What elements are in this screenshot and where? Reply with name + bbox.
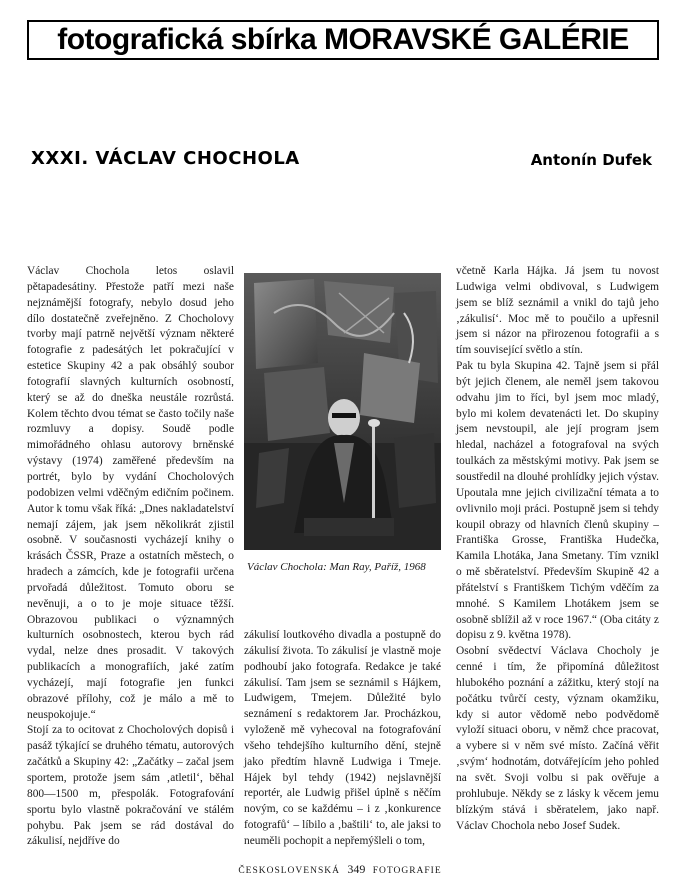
paragraph: Osobní svědectví Václava Chocholy je cenné i tím, že připomíná důležitost hlubokého poznání a zážitku, který stojí na počátku tvůrčí cesty, význam okamžiku, kdy si autor vědomě nebo podvědomě vyloží situaci oboru, v němž chce pracovat, a vybere si v něm své místo. Začíná věřit ‚svým‘ hodnotám, dotvářejícím jeho pohled na svět. Svoji volbu si pak ověřuje a prohlubuje. Někdy se z lásky k věcem jemu blízkým stává i sběratelem, jako např. Václav Chochola nebo Josef Sudek.: [456, 645, 659, 832]
magazine-header-box: [27, 20, 659, 60]
paragraph: včetně Karla Hájka. Já jsem tu novost Ludwiga velmi obdivoval, s Ludwigem jsem se blíž seznámil a vnikl do tajů jeho ‚zákulisí‘. Moc mě to poučilo a upřesnil jsem si názor na přirozenou fotografii a s tím související světlo a stín.: [456, 265, 659, 357]
text-column-1: [27, 264, 234, 850]
paragraph: Václav Chochola letos oslavil pětapadesátiny. Přestože patří mezi naše nejznámější fotografy, nebylo dosud jeho dílo dostatečně zveřejněno. Z Chocholovy tvorby mají patrně největší význam některé fotografie z padesátých let pokračující v estetice Skupiny 42 a pak obsáhlý soubor fotografií slavných kulturních osobností, který se až do dneška neustále rozrůstá. Kolem těchto dvou témat se často točily naše rozmluvy a dopisy. Soudě podle mimořádného ohlasu autorovy brněnské výstavy (1974) zaměřené především na portrét, bylo by vydání Chocholových podobizen velmi vděčným edičním počinem. Autor k tomu však říká: „Dnes nakladatelství nemají zájem, jak jsem několikrát zjistil osobně. V současnosti vycházejí knihy o krásách ČSSR, Praze a ostatních městech, o hradech a zámcích, kde je fotografii určena prvořadá důležitost. Tomuto oboru se nevěnuji, a o to je moje situace těžší. Obrazovou publikaci o významných kulturních osobnostech, kterou bych rád vydal, nelze dnes prosadit. V takových publikacích a monografiích, jaké zatím vycházejí, mají fotografie jen funkci obrazové přílohy, což je málo a mě to neuspokojuje.“: [27, 265, 234, 721]
paragraph: zákulisí loutkového divadla a postupně do zákulisí života. To zákulisí je vlastně moje podhoubí jako fotografa. Redakce je také zákulisí. Tam jsem se seznámil s Hájkem, Ludwigem, Tmejem. Důležité bylo seznámení s redaktorem Jar. Procházkou, vyloženě mě vyhecoval na fotografování všeho tehdejšího kulturního dění, stejně jako předtím hlavně Ludwiga i Tmeje. Hájek byl tehdy (1942) nejslavnější reportér, ale Ludwig přišel úplně s něčím novým, co se každému – i z ‚konkurence fotografů‘ – líbilo a ‚baštili‘ to, ale jaksi to neuměli pochopit a nepřemýšleli o tom,: [244, 629, 441, 847]
article-author: Antonín Dufek: [530, 151, 652, 169]
paragraph: Pak tu byla Skupina 42. Tajně jsem si přál být jejich členem, ale neměl jsem takovou odvahu jim to říci, byl jsem moc mladý, bylo mi kolem devatenácti let. Do skupiny jsem nevstoupil, ale její program jsem hledal, nacházel a fotografoval na svých toulkách za městskými motivy. Pak jsem se soustředil na dlouhé prohlídky jejich výstav. Upoutala mne jejich civilizační témata a to ovlivnilo moji práci. Postupně jsem si tehdy koupil obrazy od hlavních členů skupiny – Františka Grosse, Františka Hudečka, Kamila Lhotáka, Jana Smetany. Tím vznikl o mě sběratelství. Především Skupině 42 a přátelství s Františkem Tichým vděčím za mnohé. S Kamilem Lhotákem jsem se osobně sblížil až v roce 1967.“ (Oba citáty z dopisu z 9. května 1978).: [456, 360, 659, 642]
text-column-3: [456, 264, 659, 834]
photo-caption: Václav Chochola: Man Ray, Paříž, 1968: [247, 561, 426, 573]
page-number: 349: [347, 862, 366, 876]
footer-magazine-right: FOTOGRAFIE: [372, 866, 442, 876]
text-column-2: [244, 628, 441, 850]
photograph-man-ray-portrait: [244, 273, 441, 550]
magazine-header-title: fotografická sbírka MORAVSKÉ GALÉRIE: [57, 23, 629, 56]
footer-magazine-left: ČESKOSLOVENSKÁ: [238, 866, 340, 876]
page-footer: [0, 862, 680, 877]
article-title: XXXI. VÁCLAV CHOCHOLA: [31, 148, 300, 169]
paragraph: Stojí za to ocitovat z Chocholových dopisů i pasáž týkající se druhého tématu, autorových začátků a Skupiny 42: „Začátky – začal jsem sportem, protože jsem sám ‚atletil‘, běhal 800—1500 m, přespolák. Fotografování sportu bylo vlastně pokračování ve stálém pohybu. Pak jsem se rád dostával do zákulisí, nejdříve do: [27, 724, 234, 848]
